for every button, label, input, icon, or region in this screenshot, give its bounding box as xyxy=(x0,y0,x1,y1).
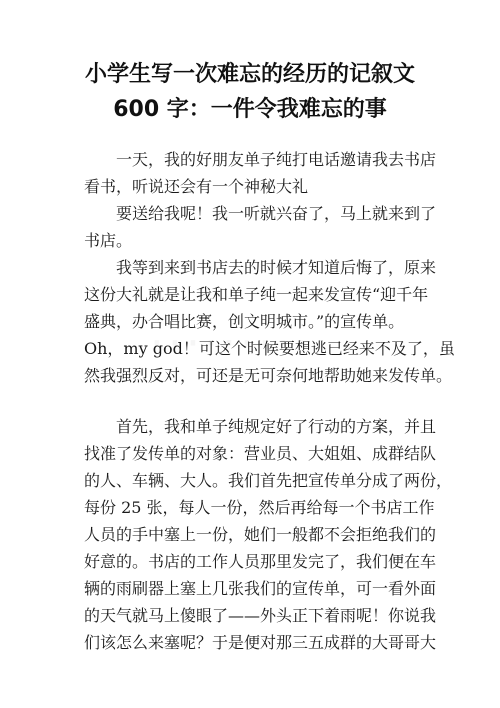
document-title xyxy=(40,60,460,125)
text-line: 这份大礼就是让我和单子纯一起来发宣传“迎千年 xyxy=(84,285,429,304)
text-line: 要送给我呢！我一听就兴奋了，马上就来到了 xyxy=(84,204,437,223)
title-line-2: 600 字：一件令我难忘的事 xyxy=(113,97,387,122)
text-line: 我等到来到书店去的时候才知道后悔了，原来 xyxy=(84,258,437,277)
title-line-1: 小学生写一次难忘的经历的记叙文 xyxy=(84,62,415,87)
text-line: 首先，我和单子纯规定好了行动的方案，并且 xyxy=(84,417,437,436)
text-line: 盛典，办合唱比赛，创文明城市。”的宣传单。 xyxy=(84,312,405,331)
text-line: 的人、车辆、大人。我们首先把宣传单分成了两份， xyxy=(84,471,453,490)
text-line: 看书，听说还会有一个神秘大礼 xyxy=(84,177,309,196)
text-line: 们该怎么来塞呢？于是便对那三五成群的大哥哥大 xyxy=(84,633,437,652)
text-line: 书店。 xyxy=(84,231,133,250)
text-line: 人员的手中塞上一份，她们一般都不会拒绝我们的 xyxy=(84,525,437,544)
text-line: 好意的。书店的工作人员那里发完了，我们便在车 xyxy=(84,552,437,571)
text-line: Oh，my god！可这个时候要想逃已经来不及了，虽 xyxy=(84,339,455,358)
text-line: 的天气就马上傻眼了——外头正下着雨呢！你说我 xyxy=(84,606,437,625)
text-line: 然我强烈反对，可还是无可奈何地帮助她来发传单。 xyxy=(84,366,453,385)
text-line: 一天，我的好朋友单子纯打电话邀请我去书店 xyxy=(84,150,437,169)
article-body xyxy=(84,146,484,656)
text-line: 找准了发传单的对象：营业员、大姐姐、成群结队 xyxy=(84,444,437,463)
text-line: 每份 25 张，每人一份，然后再给每一个书店工作 xyxy=(84,498,435,517)
text-line: 辆的雨刷器上塞上几张我们的宣传单，可一看外面 xyxy=(84,579,437,598)
paragraph-gap xyxy=(84,389,484,413)
